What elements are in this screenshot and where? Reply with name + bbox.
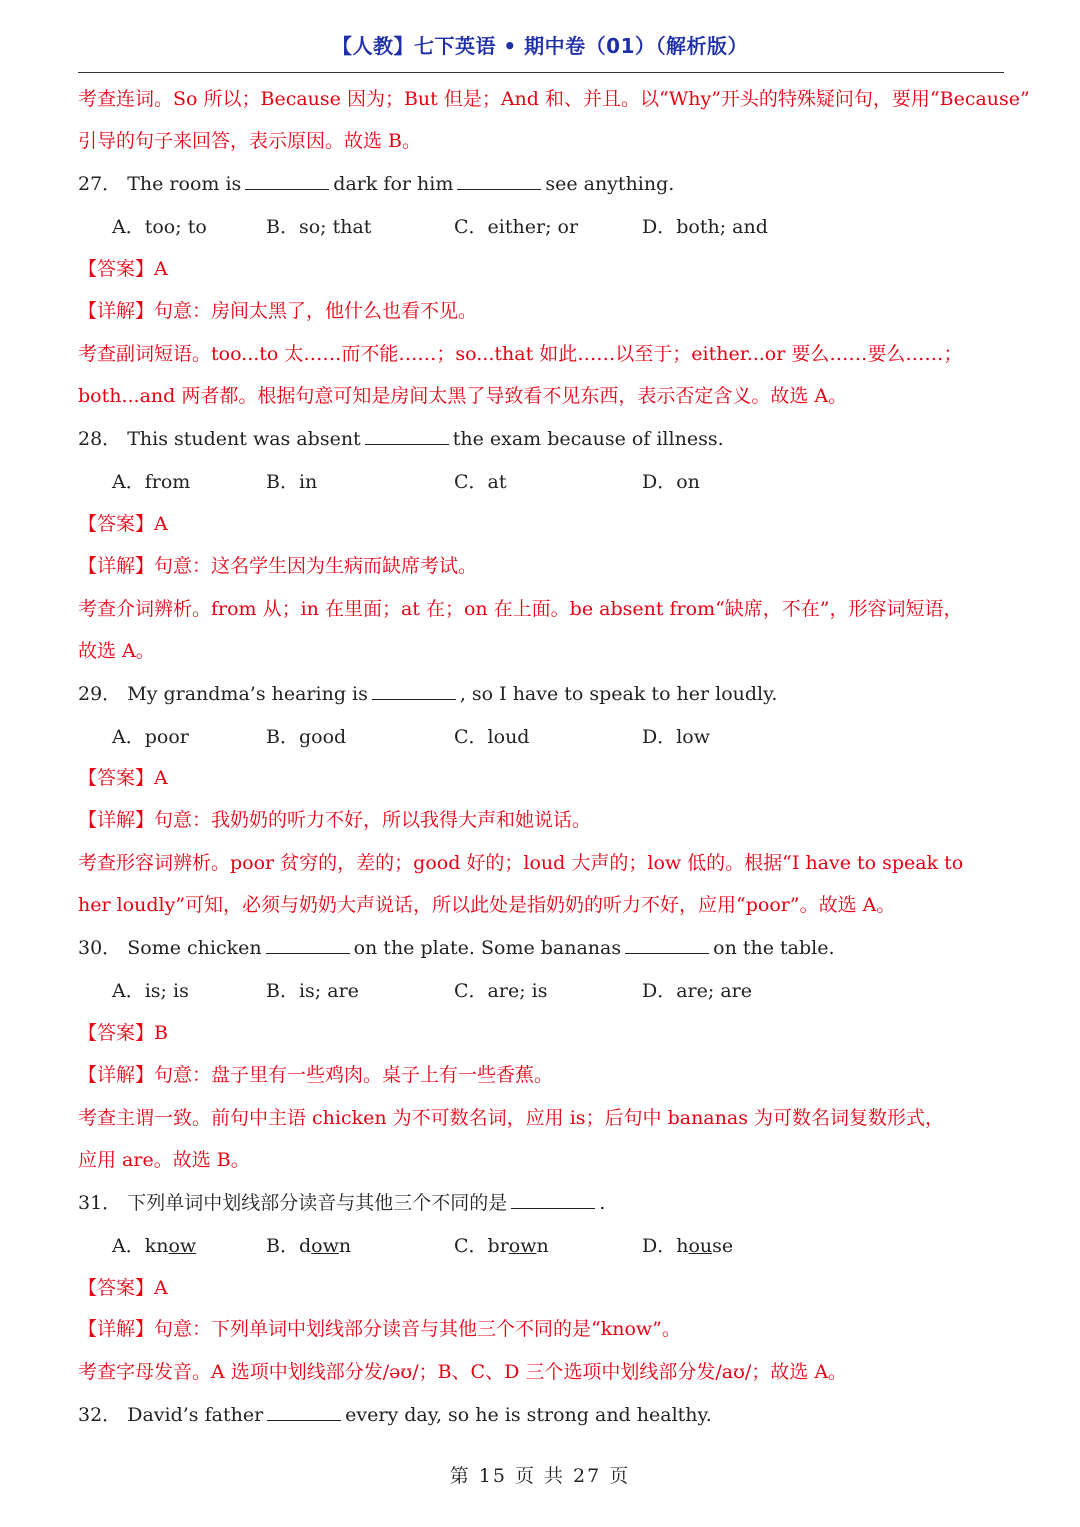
prev-analysis-line-1: 考查连词。So 所以；Because 因为；But 但是；And 和、并且。以“Why”开头的特殊疑问句，要用“Because” bbox=[78, 88, 1030, 110]
option-a: A．poor bbox=[112, 726, 189, 748]
option-b: B．good bbox=[266, 726, 347, 748]
analysis-28-line-2: 故选 A。 bbox=[78, 640, 155, 662]
question-stem-part: Some chicken bbox=[127, 937, 262, 959]
option-a: A．know bbox=[112, 1235, 197, 1257]
answer-blank bbox=[511, 1207, 595, 1209]
answer-blank bbox=[457, 188, 541, 190]
answer-30: 【答案】B bbox=[78, 1022, 168, 1044]
options-27 bbox=[112, 214, 992, 240]
page-number: 第 15 页 共 27 页 bbox=[449, 1465, 631, 1487]
question-27 bbox=[78, 171, 674, 197]
analysis-29-line-1: 考查形容词辨析。poor 贫穷的，差的；good 好的；loud 大声的；low 低的。根据“I have to speak to bbox=[78, 852, 964, 874]
question-stem-part: on the table. bbox=[713, 937, 835, 959]
option-c: C．either; or bbox=[454, 216, 579, 238]
question-stem-part: on the plate. Some bananas bbox=[353, 937, 622, 959]
option-a: A．from bbox=[112, 471, 191, 493]
question-stem-part: the exam because of illness. bbox=[452, 428, 724, 450]
detail-29: 【详解】句意：我奶奶的听力不好，所以我得大声和她说话。 bbox=[78, 809, 592, 831]
analysis-30-line-1: 考查主谓一致。前句中主语 chicken 为不可数名词，应用 is；后句中 bananas 为可数名词复数形式， bbox=[78, 1107, 944, 1129]
analysis-31-line-1: 考查字母发音。A 选项中划线部分发/əʊ/；B、C、D 三个选项中划线部分发/aʊ/；故选 A。 bbox=[78, 1361, 848, 1383]
question-stem-part: see anything. bbox=[545, 173, 675, 195]
question-29 bbox=[78, 681, 777, 707]
page-title: 【人教】七下英语 • 期中卷（01）（解析版） bbox=[331, 34, 749, 58]
question-stem-part: 下列单词中划线部分读音与其他三个不同的是 bbox=[127, 1192, 508, 1214]
analysis-27-line-1: 考查副词短语。too...to 太……而不能……；so...that 如此……以至于；either...or 要么……要么……； bbox=[78, 343, 963, 365]
answer-blank bbox=[266, 952, 350, 954]
answer-blank bbox=[245, 188, 329, 190]
question-32 bbox=[78, 1402, 712, 1428]
answer-blank bbox=[365, 443, 449, 445]
prev-analysis-line-2: 引导的句子来回答，表示原因。故选 B。 bbox=[78, 130, 422, 152]
detail-28: 【详解】句意：这名学生因为生病而缺席考试。 bbox=[78, 555, 478, 577]
question-stem-part: This student was absent bbox=[127, 428, 361, 450]
answer-31: 【答案】A bbox=[78, 1277, 168, 1299]
option-c: C．at bbox=[454, 471, 507, 493]
answer-blank bbox=[267, 1419, 341, 1421]
option-d: D．house bbox=[642, 1235, 734, 1257]
option-b: B．down bbox=[266, 1235, 352, 1257]
answer-blank bbox=[372, 698, 456, 700]
detail-31: 【详解】句意：下列单词中划线部分读音与其他三个不同的是“know”。 bbox=[78, 1318, 681, 1340]
question-number: 32． bbox=[78, 1404, 122, 1426]
option-c: C．brown bbox=[454, 1235, 549, 1257]
option-c: C．loud bbox=[454, 726, 530, 748]
options-31 bbox=[112, 1233, 992, 1259]
question-number: 31． bbox=[78, 1192, 122, 1214]
detail-27: 【详解】句意：房间太黑了，他什么也看不见。 bbox=[78, 300, 478, 322]
detail-30: 【详解】句意：盘子里有一些鸡肉。桌子上有一些香蕉。 bbox=[78, 1064, 554, 1086]
option-d: D．are; are bbox=[642, 980, 752, 1002]
answer-28: 【答案】A bbox=[78, 513, 168, 535]
question-28 bbox=[78, 426, 724, 452]
question-30 bbox=[78, 935, 834, 961]
question-stem-part: dark for him bbox=[333, 173, 454, 195]
options-30 bbox=[112, 978, 992, 1004]
question-stem-part: The room is bbox=[127, 173, 242, 195]
option-a: A．is; is bbox=[112, 980, 189, 1002]
option-a: A．too; to bbox=[112, 216, 207, 238]
question-31: 31． 下列单词中划线部分读音与其他三个不同的是 . bbox=[78, 1192, 606, 1214]
option-b: B．is; are bbox=[266, 980, 359, 1002]
question-stem-part: every day, so he is strong and healthy. bbox=[345, 1404, 712, 1426]
question-number: 28． bbox=[78, 428, 122, 450]
answer-29: 【答案】A bbox=[78, 767, 168, 789]
options-29 bbox=[112, 724, 992, 750]
analysis-28-line-1: 考查介词辨析。from 从；in 在里面；at 在；on 在上面。be absent from“缺席，不在”，形容词短语， bbox=[78, 598, 963, 620]
answer-27: 【答案】A bbox=[78, 258, 168, 280]
question-number: 27． bbox=[78, 173, 122, 195]
answer-blank bbox=[625, 952, 709, 954]
question-stem-part: My grandma’s hearing is bbox=[127, 683, 368, 705]
option-d: D．both; and bbox=[642, 216, 768, 238]
option-b: B．in bbox=[266, 471, 318, 493]
analysis-30-line-2: 应用 are。故选 B。 bbox=[78, 1149, 250, 1171]
option-b: B．so; that bbox=[266, 216, 372, 238]
options-28 bbox=[112, 469, 992, 495]
question-number: 30． bbox=[78, 937, 122, 959]
question-number: 29． bbox=[78, 683, 122, 705]
option-d: D．low bbox=[642, 726, 711, 748]
question-stem-part: David’s father bbox=[127, 1404, 264, 1426]
analysis-27-line-2: both...and 两者都。根据句意可知是房间太黑了导致看不见东西，表示否定含义。故选 A。 bbox=[78, 385, 848, 407]
option-d: D．on bbox=[642, 471, 700, 493]
question-stem-part: , so I have to speak to her loudly. bbox=[459, 683, 778, 705]
option-c: C．are; is bbox=[454, 980, 548, 1002]
header-divider bbox=[78, 72, 1004, 73]
analysis-29-line-2: her loudly”可知，必须与奶奶大声说话，所以此处是指奶奶的听力不好，应用“poor”。故选 A。 bbox=[78, 894, 896, 916]
